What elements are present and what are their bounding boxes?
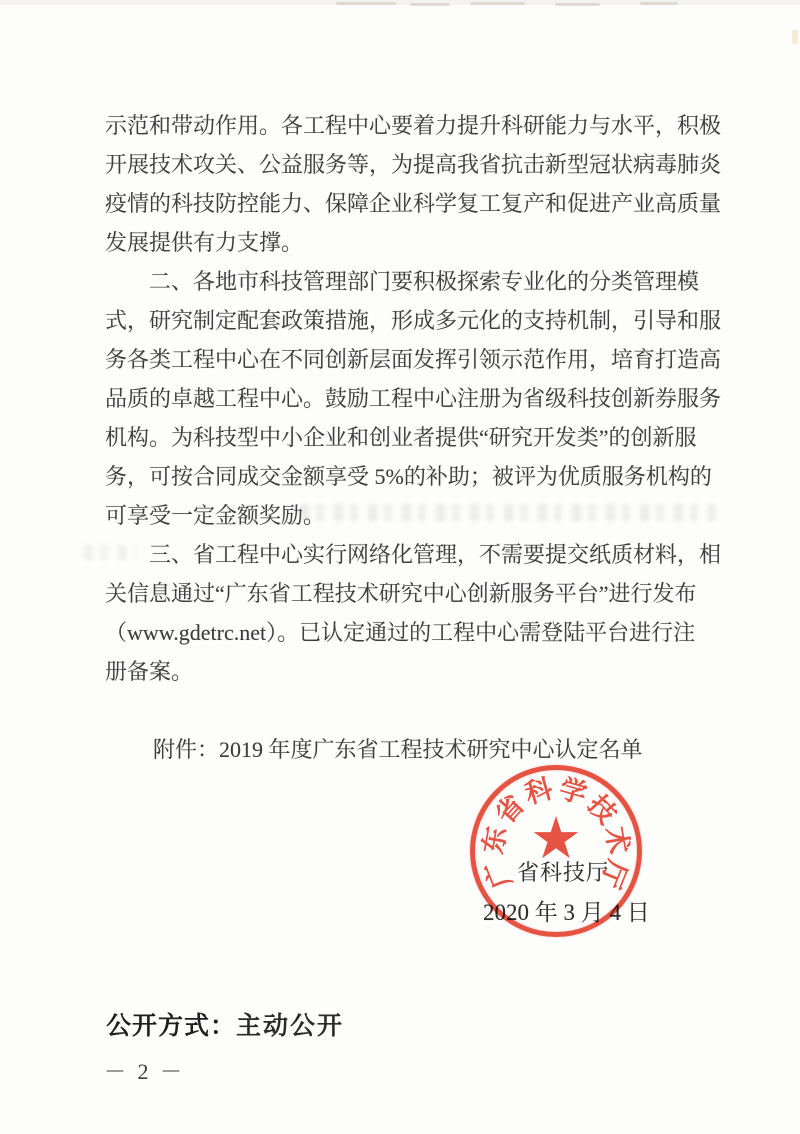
- seal-character: 厅: [594, 856, 633, 893]
- seal-character: 省: [489, 789, 531, 830]
- text-line: 品质的卓越工程中心。鼓励工程中心注册为省级科技创新券服务: [105, 386, 722, 411]
- scan-artifact: [555, 3, 600, 6]
- text-line: 发展提供有力支撑。: [105, 230, 304, 255]
- text-line: （www.gdetrc.net）。已认定通过的工程中心需登陆平台进行注: [105, 620, 696, 645]
- seal-character: 术: [599, 824, 635, 857]
- official-seal: [470, 765, 642, 937]
- seal-character: 广: [479, 856, 518, 893]
- bleed-through-smudge: [84, 545, 136, 560]
- document-date: 2020 年 3 月 4 日: [483, 900, 650, 925]
- page-number: － 2 －: [104, 1059, 186, 1084]
- bleed-through-smudge: [300, 504, 715, 521]
- publish-method-value: 主动公开: [236, 1013, 345, 1040]
- text-line: 可享受一定金额奖励。: [105, 503, 326, 528]
- scan-edge-band: [0, 0, 800, 5]
- text-line: 机构。为科技型中小企业和创业者提供“研究开发类”的创新服: [105, 425, 697, 450]
- document-body: [105, 106, 725, 691]
- publish-method: [106, 1006, 344, 1042]
- text-line: 开展技术攻关、公益服务等，为提高我省抗击新型冠状病毒肺炎: [105, 152, 722, 177]
- text-line: 关信息通过“广东省工程技术研究中心创新服务平台”进行发布: [105, 581, 697, 606]
- star-icon: ★: [530, 804, 582, 872]
- scan-artifact: [410, 3, 450, 6]
- text-line: 示范和带动作用。各工程中心要着力提升科研能力与水平，积极: [105, 113, 722, 138]
- seal-character: 科: [521, 773, 557, 810]
- seal-character: 东: [477, 824, 513, 857]
- text-line: 务，可按合同成交金额享受 5%的补助；被评为优质服务机构的: [105, 464, 712, 489]
- issuer-signature: 省科技厅: [517, 860, 610, 885]
- text-line: 务各类工程中心在不同创新层面发挥引领示范作用，培育打造高: [105, 347, 722, 372]
- publish-method-label: 公开方式：: [106, 1012, 237, 1040]
- scan-artifact: [470, 2, 525, 5]
- text-line: 二、各地市科技管理部门要积极探索专业化的分类管理模: [105, 269, 700, 294]
- scan-artifact: [336, 2, 396, 5]
- text-line: 册备案。: [105, 659, 194, 684]
- text-line: 三、省工程中心实行网络化管理，不需要提交纸质材料，相: [105, 542, 722, 567]
- seal-character: 技: [581, 789, 623, 830]
- scan-artifact: [792, 30, 798, 44]
- attachment-line: 附件：2019 年度广东省工程技术研究中心认定名单: [153, 737, 643, 762]
- text-line: 疫情的科技防控能力、保障企业科学复工复产和促进产业高质量: [105, 191, 722, 216]
- scan-artifact: [640, 2, 678, 5]
- text-line: 式，研究制定配套政策措施，形成多元化的支持机制，引导和服: [105, 308, 722, 333]
- seal-character: 学: [555, 773, 591, 810]
